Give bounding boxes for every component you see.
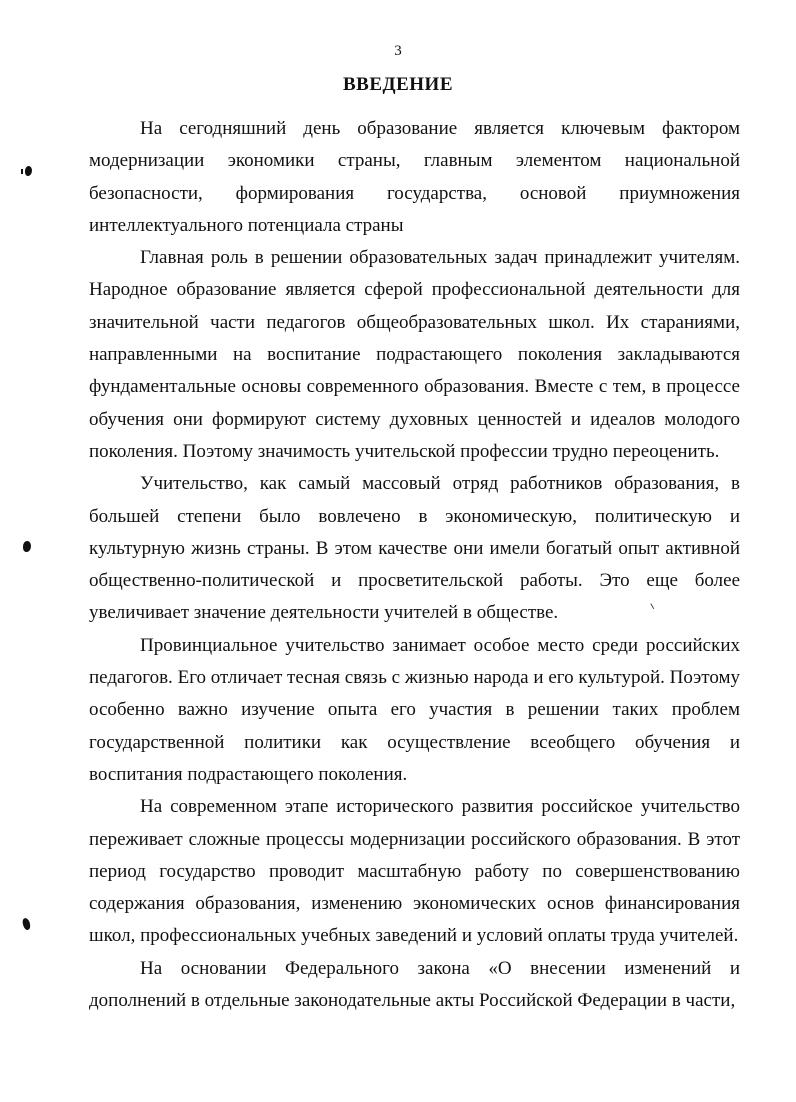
paragraph: На основании Федерального закона «О внесении изменений и дополнений в отдельные законодательные акты Российской Федерации в части, (89, 957, 740, 1012)
binding-hole-mark (25, 166, 32, 176)
binding-hole-mark (21, 917, 32, 931)
paragraph: Провинциальное учительство занимает особое место среди российских педагогов. Его отличает тесная связь с жизнью народа и его культурой. Поэтому особенно важно изучение опыта его участия в решении таких проблем государственной политики как осуществление всеобщего обучения и воспитания подрастающего поколения. (89, 634, 740, 785)
page-number: 3 (394, 43, 402, 59)
paragraph: Учительство, как самый массовый отряд работников образования, в большей степени было вовлечено в экономическую, политическую и культурную жизнь страны. В этом качестве они имели богатый опыт активной общественно-политической и просветительской работы. Это еще более увеличивает значение деятельности учителей в обществе. (89, 473, 740, 624)
document-body (89, 113, 740, 1017)
binding-hole-mark (23, 541, 31, 552)
page-title: ВВЕДЕНИЕ (343, 74, 453, 95)
paragraph: Главная роль в решении образовательных задач принадлежит учителям. Народное образование является сферой профессиональной деятельности для значительной части педагогов общеобразовательных школ. Их стараниями, направленными на воспитание подрастающего поколения закладываются фундаментальные основы современного образования. Вместе с тем, в процессе обучения они формируют систему духовных ценностей и идеалов молодого поколения. Поэтому значимость учительской профессии трудно переоценить. (89, 247, 740, 462)
paragraph: На сегодняшний день образование является ключевым фактором модернизации экономики страны, главным элементом национальной безопасности, формирования государства, основой приумножения интеллектуального потенциала страны (89, 118, 740, 236)
paragraph: На современном этапе исторического развития российское учительство переживает сложные процессы модернизации российского образования. В этот период государство проводит масштабную работу по совершенствованию содержания образования, изменению экономических основ финансирования школ, профессиональных учебных заведений и условий оплаты труда учителей. (89, 796, 740, 947)
